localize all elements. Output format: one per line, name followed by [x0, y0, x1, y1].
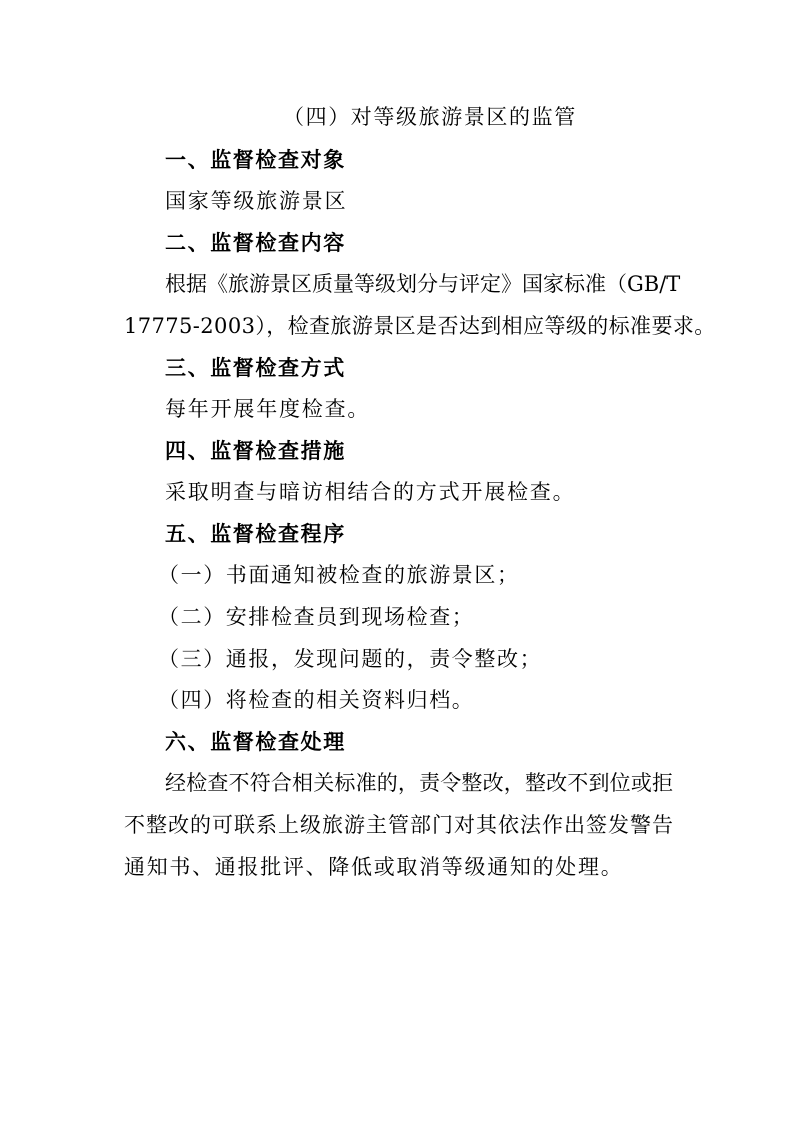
section-heading-4: 四、监督检查措施: [165, 439, 346, 463]
section-heading-1: 一、监督检查对象: [165, 148, 346, 172]
section-6-text-line-2: 不整改的可联系上级旅游主管部门对其依法作出签发警告: [124, 813, 673, 837]
document-title: （四）对等级旅游景区的监管: [283, 105, 577, 129]
section-3-text: 每年开展年度检查。: [165, 397, 371, 421]
section-6-text-line-3: 通知书、通报批评、降低或取消等级通知的处理。: [124, 855, 624, 879]
procedure-item-4: （四）将检查的相关资料归档。: [158, 688, 475, 712]
section-1-text: 国家等级旅游景区: [165, 189, 348, 213]
section-heading-6: 六、监督检查处理: [165, 730, 346, 754]
procedure-item-2: （二）安排检查员到现场检查；: [158, 605, 475, 629]
section-heading-2: 二、监督检查内容: [165, 231, 346, 255]
section-heading-5: 五、监督检查程序: [165, 522, 346, 546]
procedure-item-3: （三）通报，发现问题的，责令整改；: [158, 647, 543, 671]
section-4-text: 采取明查与暗访相结合的方式开展检查。: [165, 480, 576, 504]
section-2-text-line-1: 根据《旅游景区质量等级划分与评定》国家标准（GB/T: [165, 272, 681, 296]
section-2-text-line-2: 17775-2003），检查旅游景区是否达到相应等级的标准要求。: [124, 314, 716, 338]
section-heading-3: 三、监督检查方式: [165, 356, 346, 380]
section-6-text-line-1: 经检查不符合相关标准的，责令整改，整改不到位或拒: [165, 771, 673, 795]
procedure-item-1: （一）书面通知被检查的旅游景区；: [158, 563, 520, 587]
